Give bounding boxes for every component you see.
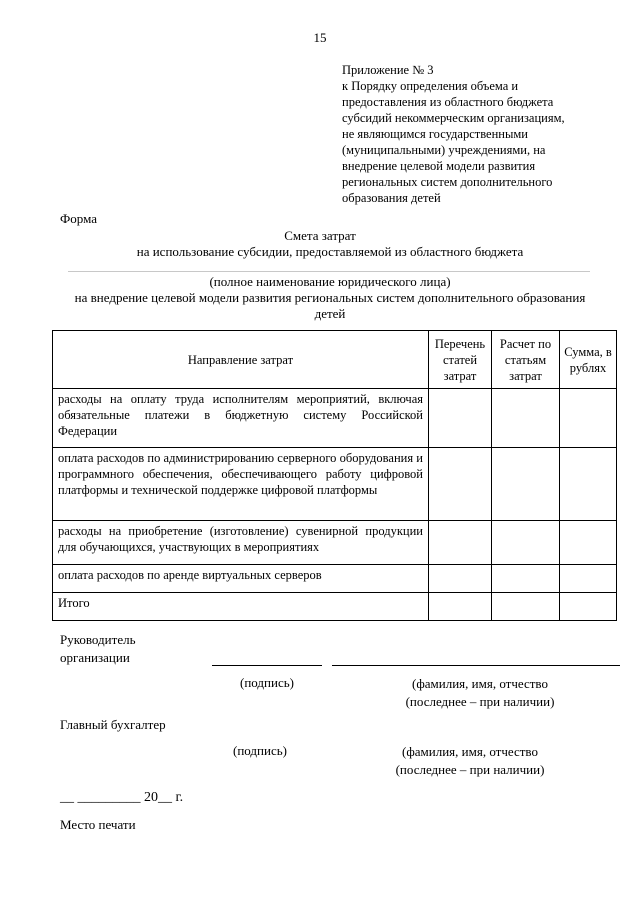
table-row: [53, 565, 617, 593]
appendix-line: внедрение целевой модели развития: [342, 159, 536, 173]
org-name-caption: (полное наименование юридического лица): [209, 274, 451, 289]
appendix-line: (муниципальными) учреждениями, на: [342, 143, 546, 157]
row-items-cell[interactable]: [429, 565, 492, 593]
org-name-fill-line: [68, 271, 590, 272]
name-caption-line: (фамилия, имя, отчество: [402, 744, 538, 759]
row-direction: оплата расходов по аренде виртуальных серверов: [53, 565, 429, 593]
row-items-cell[interactable]: [429, 448, 492, 521]
appendix-line: региональных систем дополнительного: [342, 175, 553, 189]
head-name-line[interactable]: [332, 665, 620, 666]
appendix-line: Приложение № 3: [342, 63, 434, 77]
row-amount-cell[interactable]: [560, 521, 617, 565]
row-amount-cell[interactable]: [560, 565, 617, 593]
row-calculation-cell[interactable]: [492, 521, 560, 565]
head-label-line: организации: [60, 650, 130, 665]
appendix-line: не являющимся государственными: [342, 127, 528, 141]
row-calculation-cell[interactable]: [492, 593, 560, 621]
document-subtitle: на использование субсидии, предоставляемой из областного бюджета: [136, 244, 524, 259]
row-calculation-cell[interactable]: [492, 448, 560, 521]
accountant-signature-caption: (подпись): [233, 743, 287, 758]
table-row: [53, 448, 617, 521]
table-row: [53, 521, 617, 565]
accountant-name-caption: [370, 743, 570, 779]
name-caption-line: (последнее – при наличии): [405, 694, 555, 709]
head-signature-line[interactable]: [212, 665, 322, 666]
table-total-row: [53, 593, 617, 621]
date-line[interactable]: __ _________ 20__ г.: [60, 790, 184, 805]
header-items: Перечень статей затрат: [429, 331, 492, 389]
row-direction: расходы на приобретение (изготовление) сувенирной продукции для обучающихся, участвующих в мероприятиях: [53, 521, 429, 565]
appendix-line: к Порядку определения объема и: [342, 79, 519, 93]
row-calculation-cell[interactable]: [492, 565, 560, 593]
table-header-row: [53, 331, 617, 389]
header-amount: Сумма, в рублях: [560, 331, 617, 389]
head-signature-caption: (подпись): [240, 675, 294, 690]
appendix-line: образования детей: [342, 191, 441, 205]
row-direction: расходы на оплату труда исполнителям мероприятий, включая обязательные платежи в бюджетную систему Российской Федерации: [53, 389, 429, 448]
head-label-line: Руководитель: [60, 632, 136, 647]
head-label: [60, 631, 136, 667]
row-items-cell[interactable]: [429, 389, 492, 448]
name-caption-line: (фамилия, имя, отчество: [412, 676, 548, 691]
head-name-caption: [380, 675, 580, 711]
row-items-cell[interactable]: [429, 593, 492, 621]
stamp-label: Место печати: [60, 817, 136, 832]
name-caption-line: (последнее – при наличии): [395, 762, 545, 777]
appendix-block: [342, 62, 612, 206]
row-amount-cell[interactable]: [560, 593, 617, 621]
header-direction: Направление затрат: [53, 331, 429, 389]
row-calculation-cell[interactable]: [492, 389, 560, 448]
form-label: Форма: [60, 211, 97, 226]
row-total-label: Итого: [53, 593, 429, 621]
purpose-text: на внедрение целевой модели развития региональных систем дополнительного образования детей: [74, 290, 586, 321]
row-amount-cell[interactable]: [560, 448, 617, 521]
appendix-line: предоставления из областного бюджета: [342, 95, 554, 109]
row-items-cell[interactable]: [429, 521, 492, 565]
table-row: [53, 389, 617, 448]
estimate-table: [52, 330, 617, 621]
page-number: 15: [313, 30, 327, 45]
header-calculation: Расчет по статьям затрат: [492, 331, 560, 389]
appendix-line: субсидий некоммерческим организациям,: [342, 111, 565, 125]
document-title: Смета затрат: [284, 228, 356, 243]
accountant-label: Главный бухгалтер: [60, 717, 166, 732]
row-amount-cell[interactable]: [560, 389, 617, 448]
row-direction: оплата расходов по администрированию серверного оборудования и программного обеспечения, обеспечивающего работу цифровой платформы и технической поддержке цифровой платформы: [53, 448, 429, 521]
